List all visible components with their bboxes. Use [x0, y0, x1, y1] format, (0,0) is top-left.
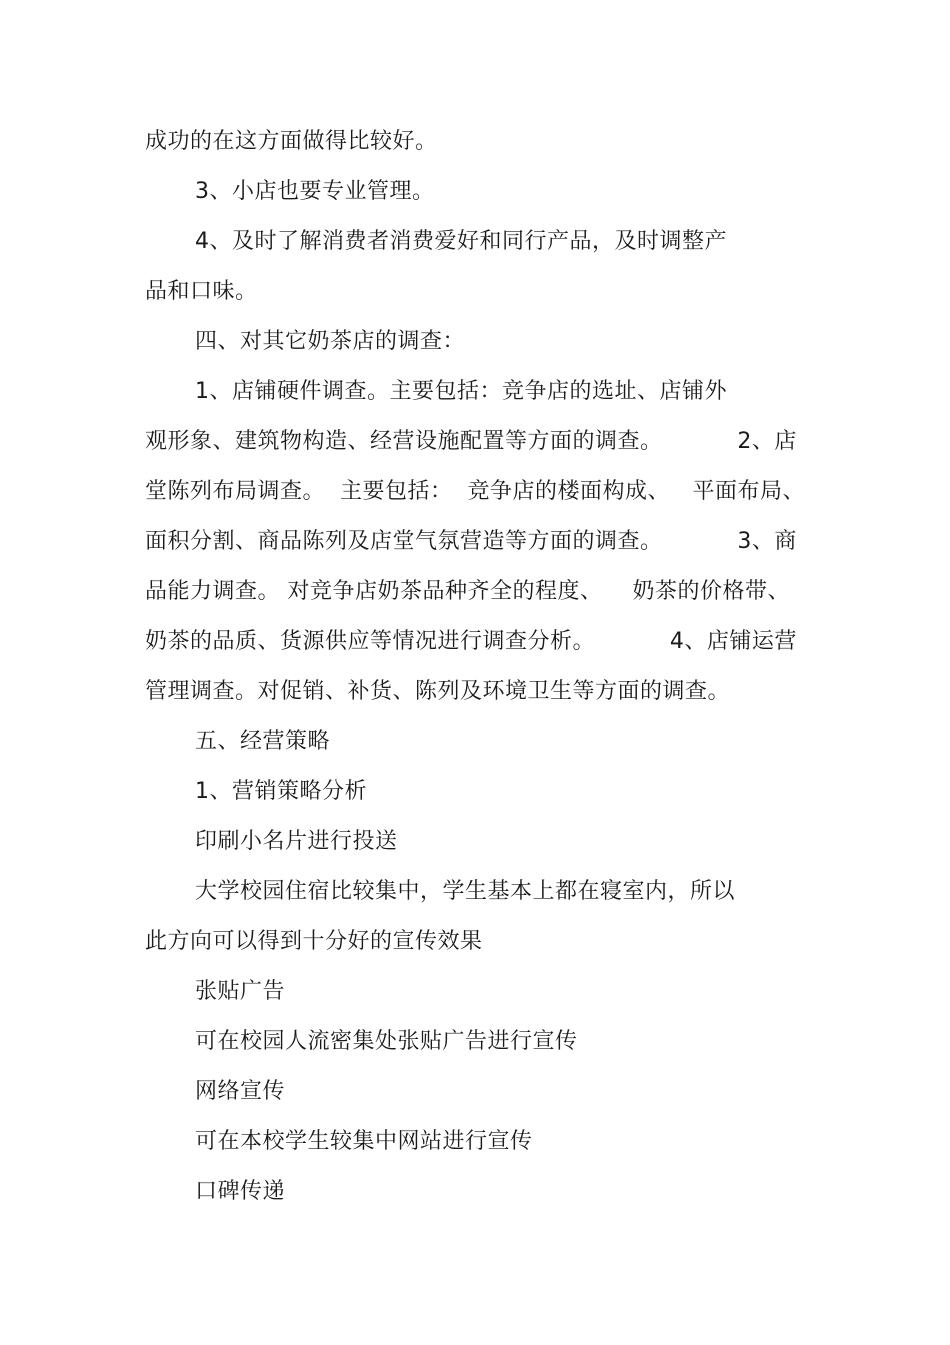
text-line: 3、小店也要专业管理。 — [195, 179, 435, 204]
text-line: 此方向可以得到十分好的宣传效果 — [145, 929, 483, 954]
text-line: 1、店铺硬件调查。主要包括：竞争店的选址、店铺外 — [195, 379, 727, 404]
text-line: 可在本校学生较集中网站进行宣传 — [195, 1129, 533, 1154]
text-line: 可在校园人流密集处张贴广告进行宣传 — [195, 1029, 578, 1054]
text-line: 奶茶的品质、货源供应等情况进行调查分析。 4、店铺运营 — [145, 629, 797, 654]
subsection-heading: 1、营销策略分析 — [195, 779, 367, 804]
section-heading: 五、经营策略 — [195, 729, 331, 754]
text-line: 网络宣传 — [195, 1079, 286, 1104]
text-line: 观形象、建筑物构造、经营设施配置等方面的调查。 2、店 — [145, 429, 797, 454]
text-line: 品和口味。 — [145, 279, 258, 304]
text-line: 口碑传递 — [195, 1179, 286, 1204]
text-line: 张贴广告 — [195, 979, 286, 1004]
text-line: 成功的在这方面做得比较好。 — [145, 129, 438, 154]
text-line: 品能力调查。 对竞争店奶茶品种齐全的程度、 奶茶的价格带、 — [145, 579, 790, 604]
section-heading: 四、对其它奶茶店的调查： — [195, 329, 466, 354]
text-line: 面积分割、商品陈列及店堂气氛营造等方面的调查。 3、商 — [145, 529, 797, 554]
text-line: 4、及时了解消费者消费爱好和同行产品，及时调整产 — [195, 229, 727, 254]
text-line: 印刷小名片进行投送 — [195, 829, 398, 854]
text-line: 管理调查。对促销、补货、陈列及环境卫生等方面的调查。 — [145, 679, 731, 704]
text-line: 大学校园住宿比较集中，学生基本上都在寝室内，所以 — [195, 879, 736, 904]
text-line: 堂陈列布局调查。 主要包括： 竞争店的楼面构成、 平面布局、 — [145, 479, 805, 504]
